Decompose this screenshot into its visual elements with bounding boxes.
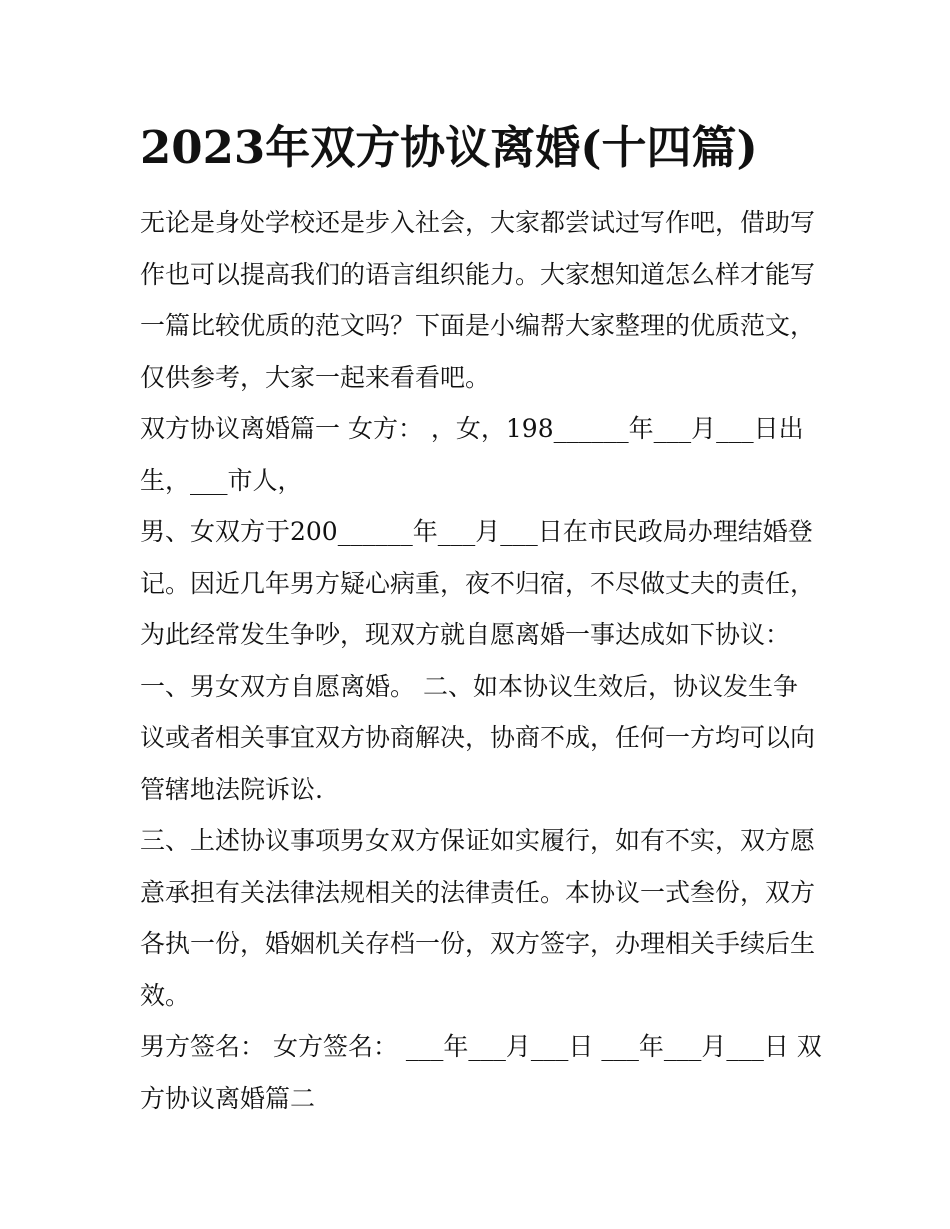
section-one-heading-paragraph <box>140 403 820 506</box>
clause-three-paragraph <box>140 815 820 1021</box>
text-line: 议或者相关事宜双方协商解决，协商不成，任何一方均可以向 <box>140 723 816 752</box>
text-line: 男、女双方于200______年___月___日在市民政局办理结婚登 <box>140 517 813 546</box>
text-line: 一篇比较优质的范文吗？下面是小编帮大家整理的优质范文， <box>140 311 816 340</box>
document-title: 2023年双方协议离婚(十四篇) <box>140 121 758 174</box>
text-line: 生，___市人， <box>140 465 303 495</box>
text-line: 效。 <box>140 980 191 1010</box>
text-line: 意承担有关法律法规相关的法律责任。本协议一式叁份，双方 <box>140 877 816 907</box>
text-line: 双方协议离婚篇一 女方： ，女，198______年___月___日出 <box>140 414 804 443</box>
text-line: 为此经常发生争吵，现双方就自愿离婚一事达成如下协议： <box>140 620 791 649</box>
text-line: 方协议离婚篇二 <box>140 1083 316 1113</box>
document-body <box>140 197 820 1124</box>
signature-paragraph <box>140 1021 820 1124</box>
text-line: 作也可以提高我们的语言组织能力。大家想知道怎么样才能写 <box>140 259 816 289</box>
text-line: 各执一份，婚姻机关存档一份，双方签字，办理相关手续后生 <box>140 929 816 958</box>
text-line: 管辖地法院诉讼. <box>140 774 323 804</box>
marriage-registration-paragraph <box>140 506 820 661</box>
text-line: 无论是身处学校还是步入社会，大家都尝试过写作吧，借助写 <box>140 208 816 237</box>
text-line: 男方签名： 女方签名： ___年___月___日 ___年___月___日 双 <box>140 1032 822 1061</box>
clause-one-two-paragraph <box>140 661 820 816</box>
text-line: 记。因近几年男方疑心病重，夜不归宿，不尽做丈夫的责任， <box>140 568 816 598</box>
intro-paragraph <box>140 197 820 403</box>
text-line: 一、男女双方自愿离婚。 二、如本协议生效后，协议发生争 <box>140 671 798 701</box>
text-line: 三、上述协议事项男女双方保证如实履行，如有不实，双方愿 <box>140 826 816 855</box>
text-line: 仅供参考，大家一起来看看吧。 <box>140 362 491 392</box>
